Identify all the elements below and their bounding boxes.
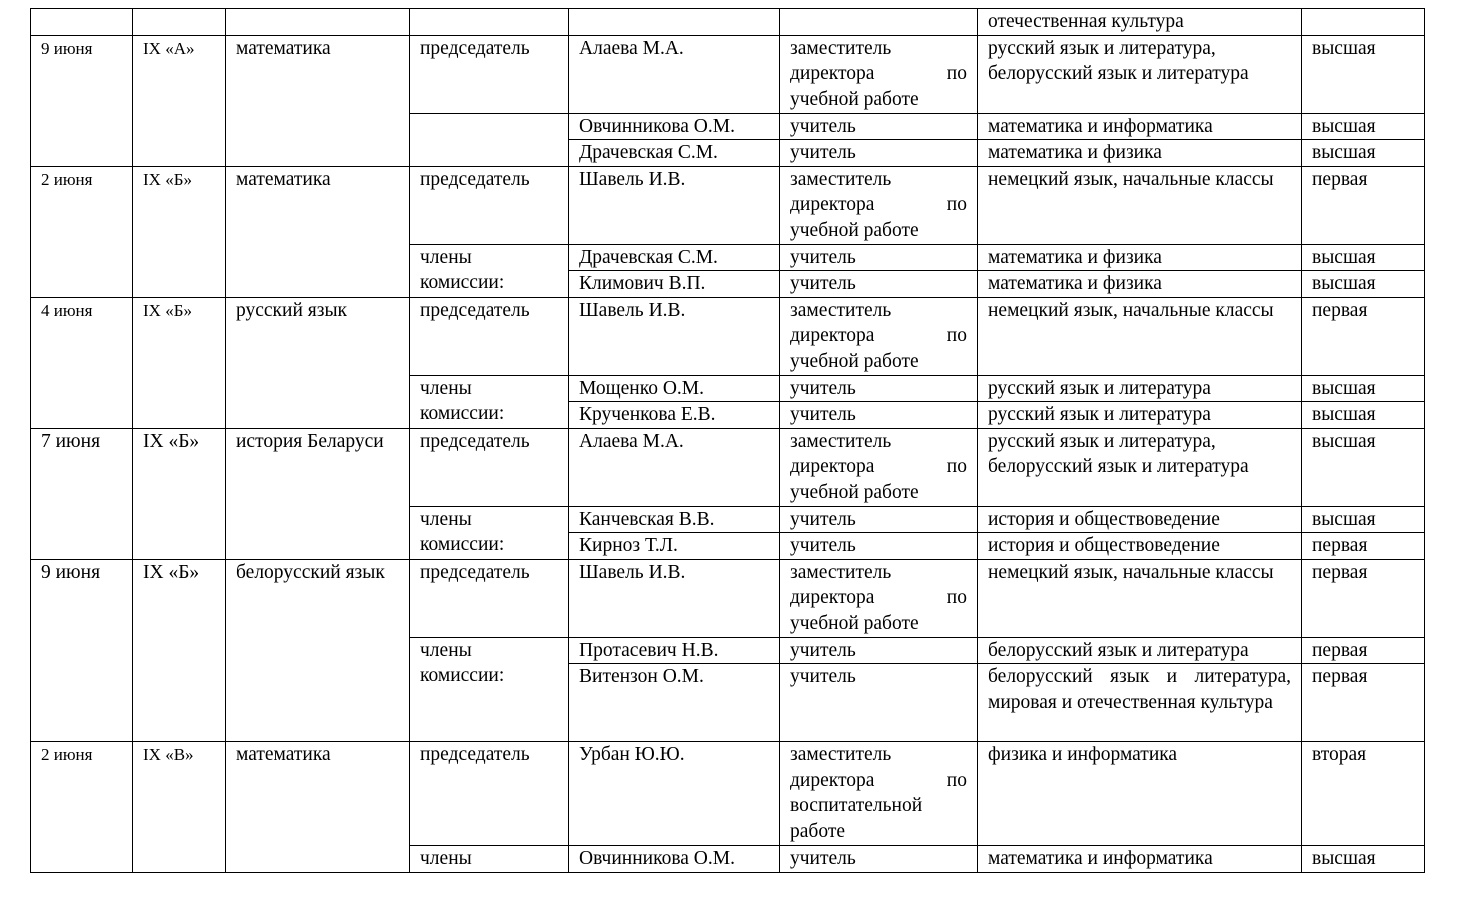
date-cell: 4 июня (31, 297, 133, 428)
name-cell: Крученкова Е.В. (569, 402, 780, 429)
role-cell: члены комиссии: (410, 637, 569, 742)
subject-cell: математика (226, 166, 410, 297)
table-row (31, 297, 1425, 375)
specialty-cell: математика и физика (978, 271, 1302, 298)
role-cell: члены комиссии: (410, 506, 569, 559)
category-cell: первая (1302, 559, 1425, 637)
category-cell: высшая (1302, 506, 1425, 533)
class-cell (133, 9, 226, 36)
category-cell: первая (1302, 533, 1425, 560)
category-cell: высшая (1302, 402, 1425, 429)
name-cell: Мощенко О.М. (569, 375, 780, 402)
position-cell: учитель (780, 375, 978, 402)
category-cell: первая (1302, 637, 1425, 664)
role-cell: председатель (410, 559, 569, 637)
date-cell (31, 9, 133, 36)
position-cell: учитель (780, 637, 978, 664)
position-cell: учитель (780, 271, 978, 298)
position-cell: учитель (780, 506, 978, 533)
position-cell: заместитель директора по учебной работе (780, 559, 978, 637)
name-cell: Алаева М.А. (569, 428, 780, 506)
position-cell: учитель (780, 664, 978, 742)
role-cell: члены комиссии: (410, 244, 569, 297)
subject-cell: математика (226, 35, 410, 166)
name-cell (569, 9, 780, 36)
table-row (31, 166, 1425, 244)
specialty-cell: русский язык и литература, белорусский язык и литература (978, 35, 1302, 113)
position-cell: учитель (780, 244, 978, 271)
subject-cell (226, 9, 410, 36)
category-cell: высшая (1302, 140, 1425, 167)
name-cell: Алаева М.А. (569, 35, 780, 113)
name-cell: Шавель И.В. (569, 166, 780, 244)
specialty-cell: математика и физика (978, 140, 1302, 167)
role-cell: председатель (410, 742, 569, 846)
position-cell: заместитель директора по воспитательной работе (780, 742, 978, 846)
position-cell: заместитель директора по учебной работе (780, 428, 978, 506)
class-cell: IX «Б» (133, 559, 226, 742)
date-cell: 2 июня (31, 742, 133, 873)
date-cell: 9 июня (31, 35, 133, 166)
role-cell: председатель (410, 35, 569, 113)
subject-cell: русский язык (226, 297, 410, 428)
name-cell: Протасевич Н.В. (569, 637, 780, 664)
role-cell: председатель (410, 297, 569, 375)
class-cell: IX «Б» (133, 428, 226, 559)
commission-table (30, 8, 1425, 873)
role-cell: председатель (410, 428, 569, 506)
position-cell: заместитель директора по учебной работе (780, 297, 978, 375)
position-cell (780, 9, 978, 36)
name-cell: Канчевская В.В. (569, 506, 780, 533)
role-cell: члены комиссии: (410, 375, 569, 428)
specialty-cell: белорусский язык и литература, мировая и отечественная культура (978, 664, 1302, 742)
subject-cell: математика (226, 742, 410, 873)
category-cell: высшая (1302, 271, 1425, 298)
position-cell: учитель (780, 846, 978, 873)
position-cell: учитель (780, 113, 978, 140)
category-cell: высшая (1302, 113, 1425, 140)
category-cell: высшая (1302, 244, 1425, 271)
position-cell: учитель (780, 402, 978, 429)
category-cell: высшая (1302, 846, 1425, 873)
name-cell: Шавель И.В. (569, 297, 780, 375)
role-cell (410, 113, 569, 166)
position-cell: заместитель директора по учебной работе (780, 166, 978, 244)
date-cell: 7 июня (31, 428, 133, 559)
category-cell: высшая (1302, 428, 1425, 506)
role-cell: члены (410, 846, 569, 873)
specialty-cell: математика и физика (978, 244, 1302, 271)
specialty-cell: немецкий язык, начальные классы (978, 559, 1302, 637)
class-cell: IX «Б» (133, 166, 226, 297)
category-cell: высшая (1302, 375, 1425, 402)
name-cell: Овчинникова О.М. (569, 846, 780, 873)
specialty-cell: русский язык и литература (978, 375, 1302, 402)
specialty-cell: русский язык и литература, белорусский язык и литература (978, 428, 1302, 506)
subject-cell: белорусский язык (226, 559, 410, 742)
class-cell: IX «Б» (133, 297, 226, 428)
specialty-cell: отечественная культура (978, 9, 1302, 36)
date-cell: 9 июня (31, 559, 133, 742)
category-cell: первая (1302, 166, 1425, 244)
name-cell: Овчинникова О.М. (569, 113, 780, 140)
name-cell: Шавель И.В. (569, 559, 780, 637)
category-cell: вторая (1302, 742, 1425, 846)
role-cell (410, 9, 569, 36)
specialty-cell: немецкий язык, начальные классы (978, 166, 1302, 244)
specialty-cell: русский язык и литература (978, 402, 1302, 429)
name-cell: Урбан Ю.Ю. (569, 742, 780, 846)
position-cell: учитель (780, 533, 978, 560)
position-cell: учитель (780, 140, 978, 167)
table-row (31, 9, 1425, 36)
name-cell: Витензон О.М. (569, 664, 780, 742)
specialty-cell: немецкий язык, начальные классы (978, 297, 1302, 375)
name-cell: Кирноз Т.Л. (569, 533, 780, 560)
name-cell: Климович В.П. (569, 271, 780, 298)
subject-cell: история Беларуси (226, 428, 410, 559)
specialty-cell: история и обществоведение (978, 506, 1302, 533)
name-cell: Драчевская С.М. (569, 140, 780, 167)
role-cell: председатель (410, 166, 569, 244)
position-cell: заместитель директора по учебной работе (780, 35, 978, 113)
class-cell: IX «В» (133, 742, 226, 873)
specialty-cell: математика и информатика (978, 846, 1302, 873)
category-cell (1302, 9, 1425, 36)
specialty-cell: математика и информатика (978, 113, 1302, 140)
category-cell: первая (1302, 297, 1425, 375)
class-cell: IX «А» (133, 35, 226, 166)
table-row (31, 559, 1425, 637)
table-row (31, 428, 1425, 506)
specialty-cell: история и обществоведение (978, 533, 1302, 560)
table-row (31, 742, 1425, 846)
specialty-cell: белорусский язык и литература (978, 637, 1302, 664)
category-cell: первая (1302, 664, 1425, 742)
specialty-cell: физика и информатика (978, 742, 1302, 846)
date-cell: 2 июня (31, 166, 133, 297)
table-row (31, 35, 1425, 113)
name-cell: Драчевская С.М. (569, 244, 780, 271)
category-cell: высшая (1302, 35, 1425, 113)
